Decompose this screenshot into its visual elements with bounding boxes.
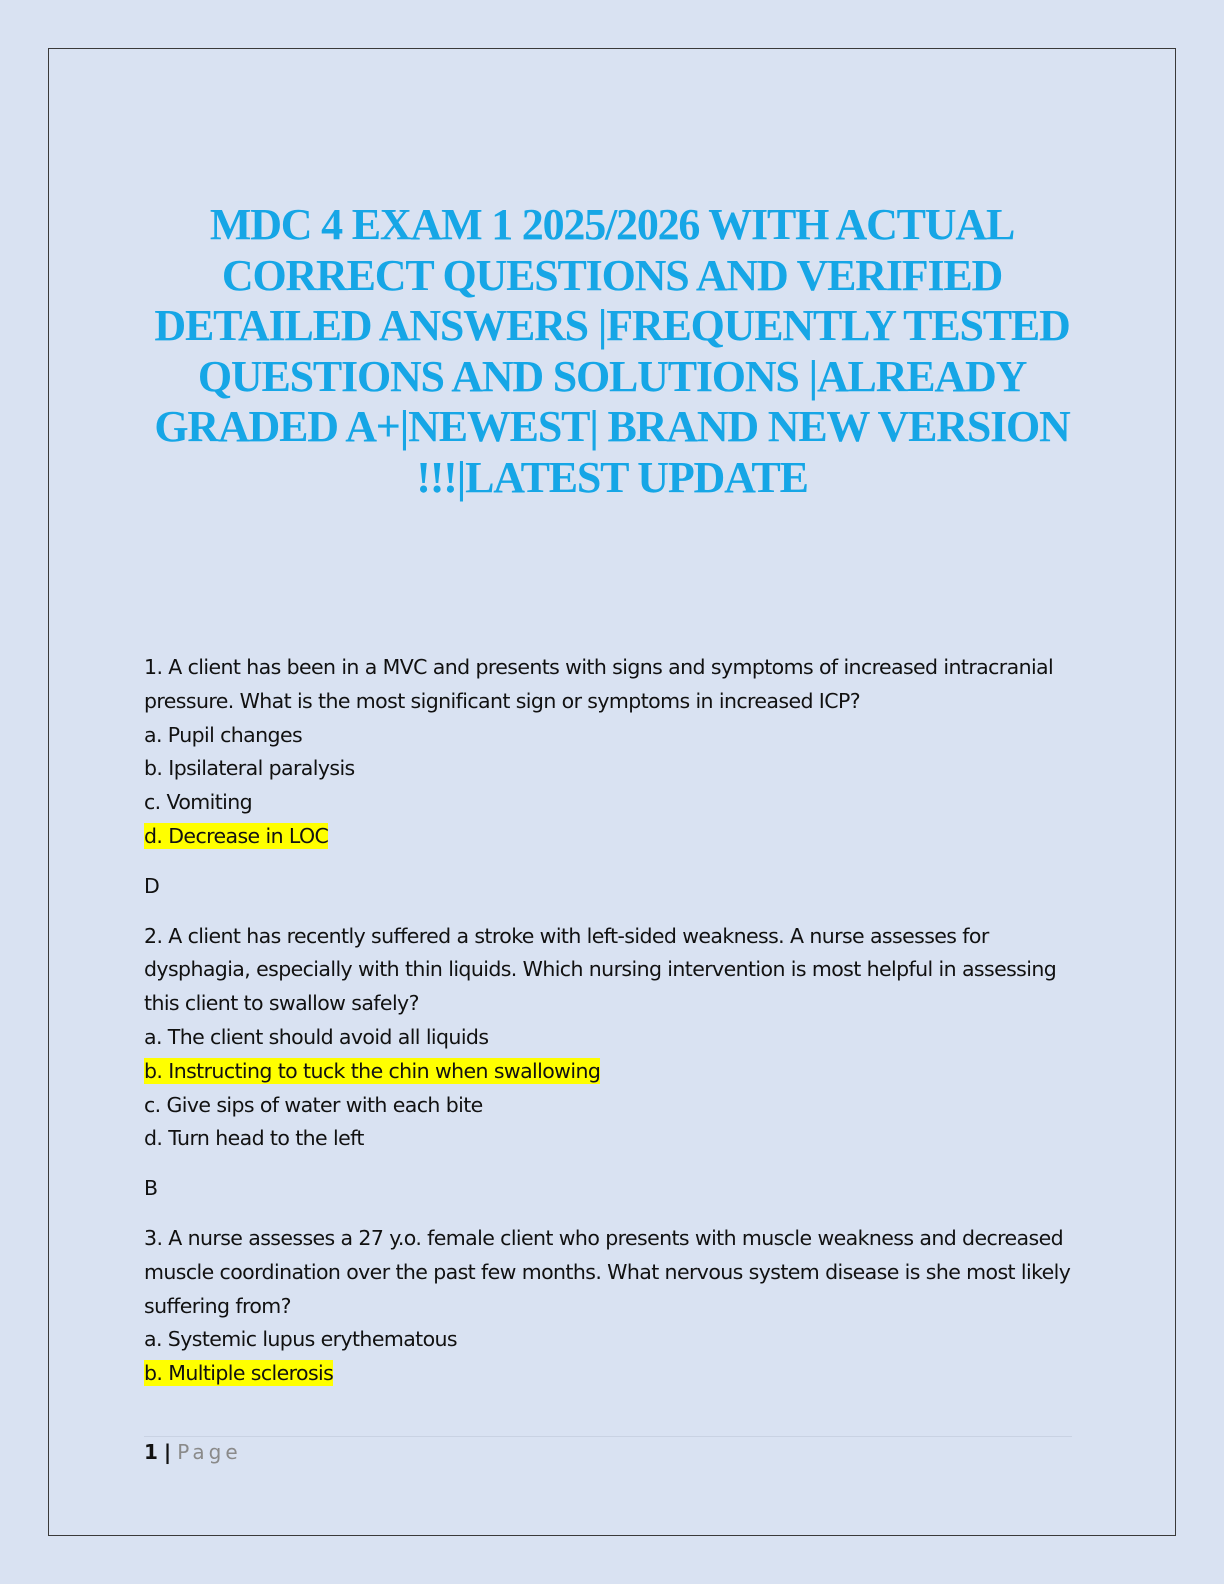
option-d: d. Turn head to the left [144,1126,364,1151]
option-c: c. Vomiting [144,790,253,815]
question-1 [144,651,1084,904]
option-b-highlighted: b. Instructing to tuck the chin when swallowing [144,1058,601,1083]
question-text: 2. A client has recently suffered a stroke with left-sided weakness. A nurse assesses for dysphagia, especially with thin liquids. Which nursing intervention is most helpful in assessing this client to swallow safely? [144,923,1057,1016]
option-a: a. The client should avoid all liquids [144,1024,489,1049]
option-b-highlighted: b. Multiple sclerosis [144,1361,334,1386]
question-2 [144,920,1084,1206]
option-a: a. Systemic lupus erythematous [144,1327,458,1352]
page-footer [144,1440,242,1464]
footer-divider [144,1436,1072,1437]
option-d-highlighted: d. Decrease in LOC [144,823,329,848]
document-title: MDC 4 EXAM 1 2025/2026 WITH ACTUAL CORRECT QUESTIONS AND VERIFIED DETAILED ANSWERS |FREQUENTLY TESTED QUESTIONS AND SOLUTIONS |ALREADY GRADED A+|NEWEST| BRAND NEW VERSION !!!|LATEST UPDATE [154,200,1070,502]
option-b: b. Ipsilateral paralysis [144,756,355,781]
question-text: 1. A client has been in a MVC and presents with signs and symptoms of increased intracranial pressure. What is the most significant sign or symptoms in increased ICP? [144,655,1054,713]
answer-key: D [144,873,160,898]
page-label: Page [177,1440,242,1464]
footer-separator: | [163,1440,172,1464]
option-c: c. Give sips of water with each bite [144,1092,483,1117]
question-3 [144,1222,1084,1391]
option-a: a. Pupil changes [144,722,303,747]
question-text: 3. A nurse assesses a 27 y.o. female client who presents with muscle weakness and decreased muscle coordination over the past few months. What nervous system disease is she most likely suffering from? [144,1225,1071,1318]
document-body [144,651,1084,1391]
answer-key: B [144,1176,158,1201]
page-number: 1 [144,1440,158,1464]
